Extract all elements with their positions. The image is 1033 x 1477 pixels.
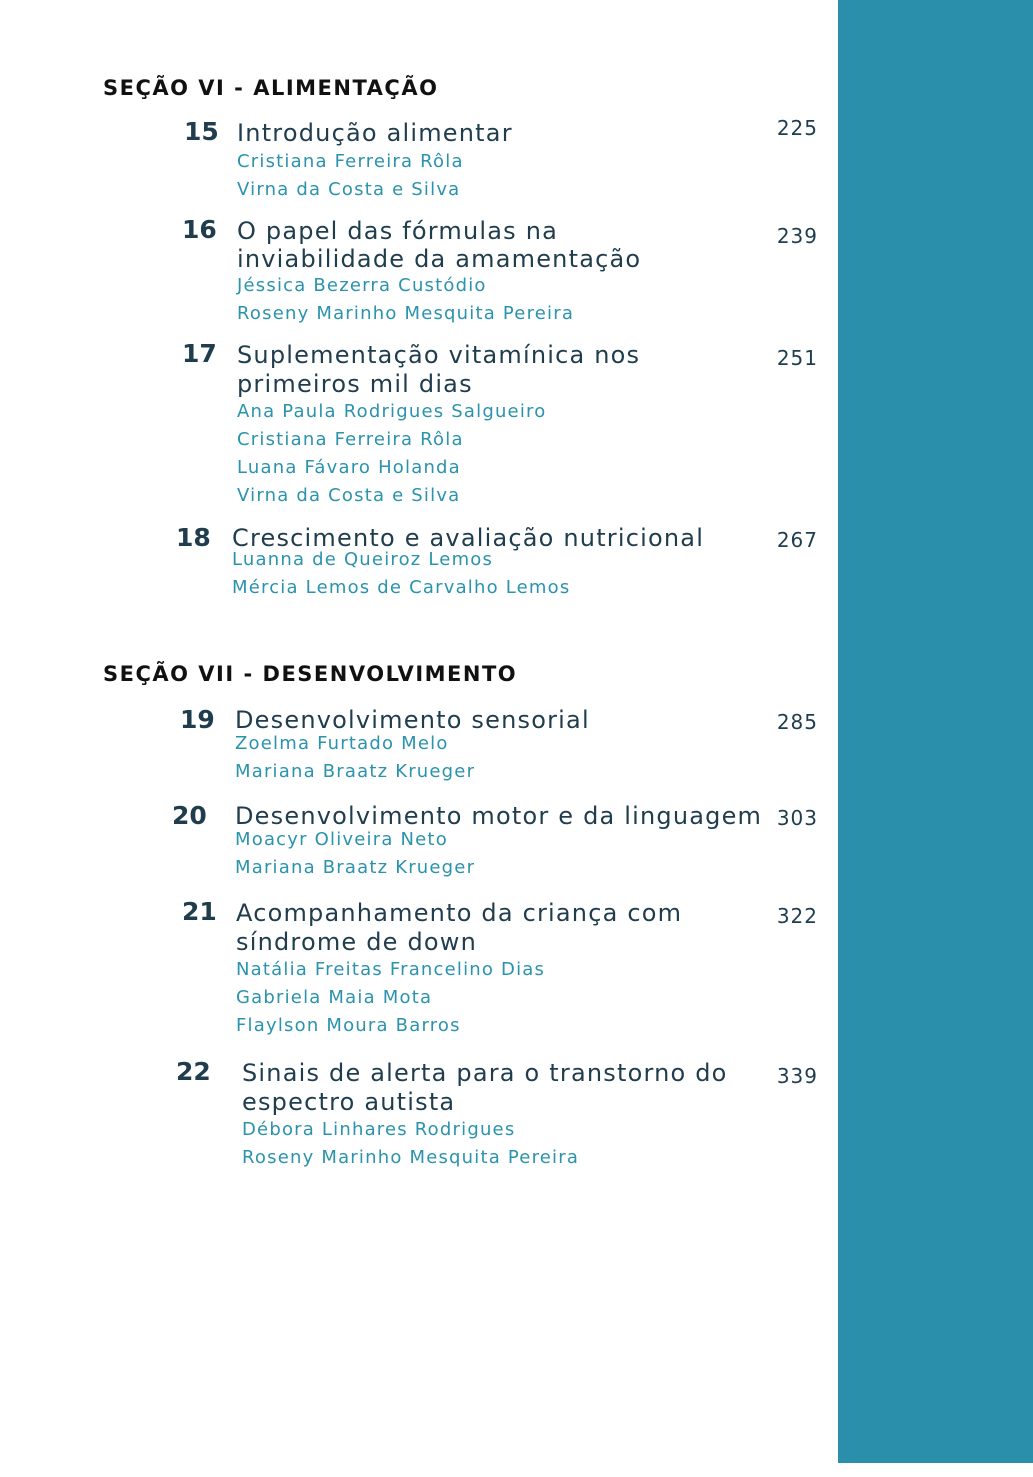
chapter-author: Mércia Lemos de Carvalho Lemos	[232, 577, 571, 598]
chapter-author: Virna da Costa e Silva	[237, 485, 461, 506]
chapter-author: Jéssica Bezerra Custódio	[237, 275, 487, 296]
chapter-page-number: 239	[776, 224, 818, 248]
chapter-page-number: 251	[776, 346, 818, 370]
chapter-author: Roseny Marinho Mesquita Pereira	[242, 1147, 580, 1168]
chapter-number: 16	[182, 215, 217, 244]
chapter-author: Luanna de Queiroz Lemos	[232, 549, 494, 570]
chapter-author: Moacyr Oliveira Neto	[235, 829, 448, 850]
chapter-body	[235, 802, 762, 882]
chapter-title: Acompanhamento da criança com	[236, 899, 683, 927]
chapter-number: 15	[184, 117, 219, 146]
chapter-author: Flaylson Moura Barros	[236, 1015, 461, 1036]
chapter-title: Sinais de alerta para o transtorno do	[242, 1059, 728, 1087]
chapter-page-number: 225	[776, 116, 818, 140]
chapter-page-number: 285	[776, 710, 818, 734]
chapter-author: Gabriela Maia Mota	[236, 987, 433, 1008]
section-title: SEÇÃO VI - ALIMENTAÇÃO	[103, 76, 439, 100]
chapter-author: Cristiana Ferreira Rôla	[237, 429, 464, 450]
chapter-number: 22	[176, 1057, 211, 1086]
chapter-number: 21	[182, 897, 217, 926]
chapter-page-number: 303	[776, 806, 818, 830]
chapter-body	[242, 1058, 728, 1172]
chapter-page-number: 267	[776, 528, 818, 552]
chapter-number: 17	[182, 339, 217, 368]
chapter-title: Desenvolvimento motor e da linguagem	[235, 802, 763, 830]
chapter-body	[232, 524, 704, 602]
chapter-title: Desenvolvimento sensorial	[235, 706, 590, 734]
chapter-title: síndrome de down	[236, 928, 478, 956]
chapter-author: Virna da Costa e Silva	[237, 179, 461, 200]
chapter-title: Introdução alimentar	[237, 119, 513, 147]
chapter-author: Roseny Marinho Mesquita Pereira	[237, 303, 575, 324]
chapter-author: Zoelma Furtado Melo	[235, 733, 449, 754]
chapter-author: Luana Fávaro Holanda	[237, 457, 461, 478]
chapter-body	[237, 340, 640, 510]
chapter-page-number: 339	[776, 1064, 818, 1088]
chapter-number: 19	[180, 705, 215, 734]
chapter-body	[235, 706, 590, 786]
chapter-number: 18	[176, 523, 211, 552]
chapter-body	[237, 118, 513, 204]
sidebar-band	[838, 0, 1033, 1463]
chapter-title: espectro autista	[242, 1088, 456, 1116]
chapter-title: O papel das fórmulas na	[237, 217, 559, 245]
chapter-title: inviabilidade da amamentação	[237, 245, 642, 273]
section-title: SEÇÃO VII - DESENVOLVIMENTO	[103, 662, 518, 686]
chapter-body	[237, 216, 641, 328]
chapter-page-number: 322	[776, 904, 818, 928]
chapter-number: 20	[172, 801, 207, 830]
chapter-title: primeiros mil dias	[237, 370, 473, 398]
chapter-title: Suplementação vitamínica nos	[237, 341, 641, 369]
chapter-author: Cristiana Ferreira Rôla	[237, 151, 464, 172]
chapter-author: Mariana Braatz Krueger	[235, 761, 476, 782]
chapter-author: Natália Freitas Francelino Dias	[236, 959, 546, 980]
chapter-author: Débora Linhares Rodrigues	[242, 1119, 516, 1140]
chapter-body	[236, 898, 682, 1040]
chapter-author: Mariana Braatz Krueger	[235, 857, 476, 878]
chapter-author: Ana Paula Rodrigues Salgueiro	[237, 401, 547, 422]
chapter-title: Crescimento e avaliação nutricional	[232, 524, 705, 552]
